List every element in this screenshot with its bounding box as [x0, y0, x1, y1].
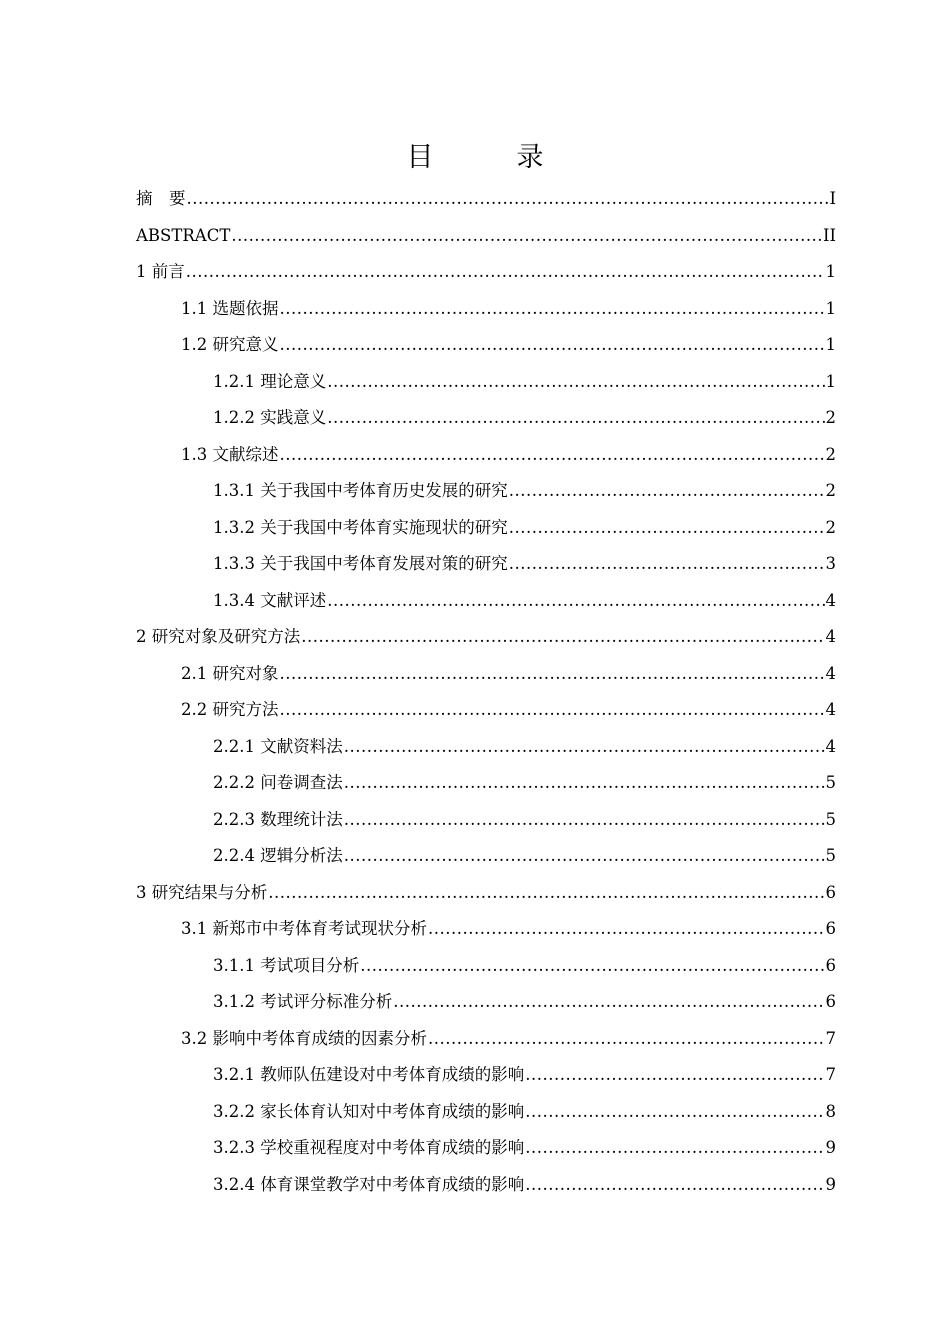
toc-entry-page: 2 [825, 444, 836, 464]
toc-entry-page: 9 [825, 1138, 836, 1157]
toc-entry-page: 1 [825, 298, 836, 318]
toc-entry-page: 5 [825, 809, 836, 829]
toc-entry-page: 4 [825, 627, 836, 646]
page-title: 目 录 [406, 142, 572, 173]
toc-entry-label: 2 研究对象及研究方法 [136, 627, 301, 646]
toc-entry[interactable] [136, 510, 836, 547]
toc-entry-label: 3.2 影响中考体育成绩的因素分析 [181, 1028, 427, 1048]
toc-leader-dots [525, 1167, 824, 1204]
toc-leader-dots [509, 510, 825, 547]
toc-entry-page: 8 [825, 1101, 836, 1121]
toc-entry-page: 6 [825, 919, 836, 938]
toc-entry-label: 3.2.1 教师队伍建设对中考体育成绩的影响 [213, 1065, 525, 1084]
toc-entry-page: 1 [825, 335, 836, 354]
toc-leader-dots [268, 875, 824, 912]
toc-leader-dots [525, 1094, 824, 1131]
toc-leader-dots [525, 1130, 824, 1167]
toc-entry-page: 1 [825, 371, 836, 391]
toc-leader-dots [327, 583, 824, 620]
toc-entry-label: 1.2 研究意义 [181, 335, 279, 354]
toc-entry-page: 6 [825, 992, 836, 1011]
toc-entry[interactable] [136, 838, 836, 875]
toc-leader-dots [187, 181, 829, 218]
toc-leader-dots [525, 1057, 824, 1094]
toc-entry-label: 摘 要 [136, 189, 186, 208]
toc-entry-label: 2.2.2 问卷调查法 [213, 773, 343, 792]
toc-entry-page: 4 [825, 590, 836, 610]
toc-entry[interactable] [136, 1130, 836, 1167]
toc-entry-label: 2.2 研究方法 [181, 700, 279, 719]
toc-leader-dots [344, 802, 825, 839]
toc-entry-label: ABSTRACT [136, 225, 231, 245]
toc-leader-dots [509, 546, 825, 583]
toc-entry-page: 2 [825, 517, 836, 537]
toc-entry-label: 3.2.3 学校重视程度对中考体育成绩的影响 [213, 1138, 525, 1157]
toc-entry[interactable] [136, 656, 836, 693]
toc-leader-dots [280, 692, 825, 729]
toc-entry-page: 2 [825, 408, 836, 427]
toc-entry[interactable] [136, 181, 836, 218]
toc-entry-label: 1.3.4 文献评述 [213, 590, 327, 610]
toc-entry[interactable] [136, 327, 836, 364]
toc-leader-dots [344, 838, 825, 875]
toc-entry[interactable] [136, 1167, 836, 1204]
toc-entry[interactable] [136, 583, 836, 620]
table-of-contents [136, 181, 836, 1203]
toc-leader-dots [280, 656, 825, 693]
toc-entry-label: 2.1 研究对象 [181, 663, 279, 683]
toc-entry[interactable] [136, 291, 836, 328]
toc-entry-label: 1.1 选题依据 [181, 298, 279, 318]
toc-entry-page: 4 [825, 736, 836, 756]
toc-entry-page: 7 [825, 1028, 836, 1048]
toc-entry-page: 3 [825, 554, 836, 573]
toc-entry[interactable] [136, 364, 836, 401]
toc-entry-page: 4 [825, 663, 836, 683]
toc-entry-label: 1.3.2 关于我国中考体育实施现状的研究 [213, 517, 508, 537]
toc-entry-label: 2.2.1 文献资料法 [213, 736, 343, 756]
toc-entry-label: 2.2.4 逻辑分析法 [213, 846, 343, 865]
toc-leader-dots [509, 473, 825, 510]
toc-entry[interactable] [136, 1057, 836, 1094]
toc-leader-dots [231, 218, 822, 255]
toc-entry-label: 3 研究结果与分析 [136, 882, 268, 902]
toc-entry[interactable] [136, 802, 836, 839]
toc-entry[interactable] [136, 1021, 836, 1058]
toc-entry[interactable] [136, 254, 836, 291]
toc-entry-label: 1.3.3 关于我国中考体育发展对策的研究 [213, 554, 508, 573]
toc-entry-label: 3.1.2 考试评分标准分析 [213, 992, 393, 1011]
toc-entry-label: 1.3.1 关于我国中考体育历史发展的研究 [213, 481, 508, 500]
toc-entry-label: 1.2.1 理论意义 [213, 371, 327, 391]
toc-entry[interactable] [136, 692, 836, 729]
toc-entry-label: 1 前言 [136, 262, 185, 281]
toc-entry-page: 2 [825, 481, 836, 500]
toc-entry-label: 3.1 新郑市中考体育考试现状分析 [181, 919, 427, 938]
toc-entry-label: 2.2.3 数理统计法 [213, 809, 343, 829]
toc-entry[interactable] [136, 218, 836, 255]
toc-entry-page: II [822, 225, 836, 245]
toc-leader-dots [327, 364, 824, 401]
toc-entry[interactable] [136, 1094, 836, 1131]
toc-entry-label: 3.1.1 考试项目分析 [213, 955, 360, 975]
toc-leader-dots [186, 254, 825, 291]
toc-entry[interactable] [136, 911, 836, 948]
toc-entry-page: 6 [825, 955, 836, 975]
toc-entry-page: 5 [825, 773, 836, 792]
toc-leader-dots [360, 948, 824, 985]
toc-entry-label: 1.3 文献综述 [181, 444, 279, 464]
toc-entry-page: 7 [825, 1065, 836, 1084]
toc-leader-dots [280, 327, 825, 364]
toc-entry-page: 4 [825, 700, 836, 719]
toc-entry[interactable] [136, 437, 836, 474]
toc-entry[interactable] [136, 875, 836, 912]
toc-entry-label: 3.2.2 家长体育认知对中考体育成绩的影响 [213, 1101, 525, 1121]
toc-leader-dots [327, 400, 824, 437]
toc-leader-dots [280, 291, 825, 328]
toc-leader-dots [280, 437, 825, 474]
toc-entry-page: 6 [825, 882, 836, 902]
toc-entry-page: 1 [825, 262, 836, 281]
toc-leader-dots [393, 984, 824, 1021]
toc-entry-page: I [829, 189, 836, 208]
toc-entry-label: 3.2.4 体育课堂教学对中考体育成绩的影响 [213, 1174, 525, 1194]
toc-entry[interactable] [136, 400, 836, 437]
toc-leader-dots [301, 619, 824, 656]
toc-entry-page: 9 [825, 1174, 836, 1194]
toc-leader-dots [344, 729, 825, 766]
toc-entry-label: 1.2.2 实践意义 [213, 408, 327, 427]
toc-leader-dots [428, 911, 825, 948]
toc-entry[interactable] [136, 765, 836, 802]
toc-entry[interactable] [136, 729, 836, 766]
toc-entry[interactable] [136, 619, 836, 656]
toc-entry[interactable] [136, 546, 836, 583]
toc-entry[interactable] [136, 473, 836, 510]
toc-entry[interactable] [136, 984, 836, 1021]
toc-leader-dots [428, 1021, 825, 1058]
toc-entry-page: 5 [825, 846, 836, 865]
toc-entry[interactable] [136, 948, 836, 985]
toc-leader-dots [344, 765, 825, 802]
